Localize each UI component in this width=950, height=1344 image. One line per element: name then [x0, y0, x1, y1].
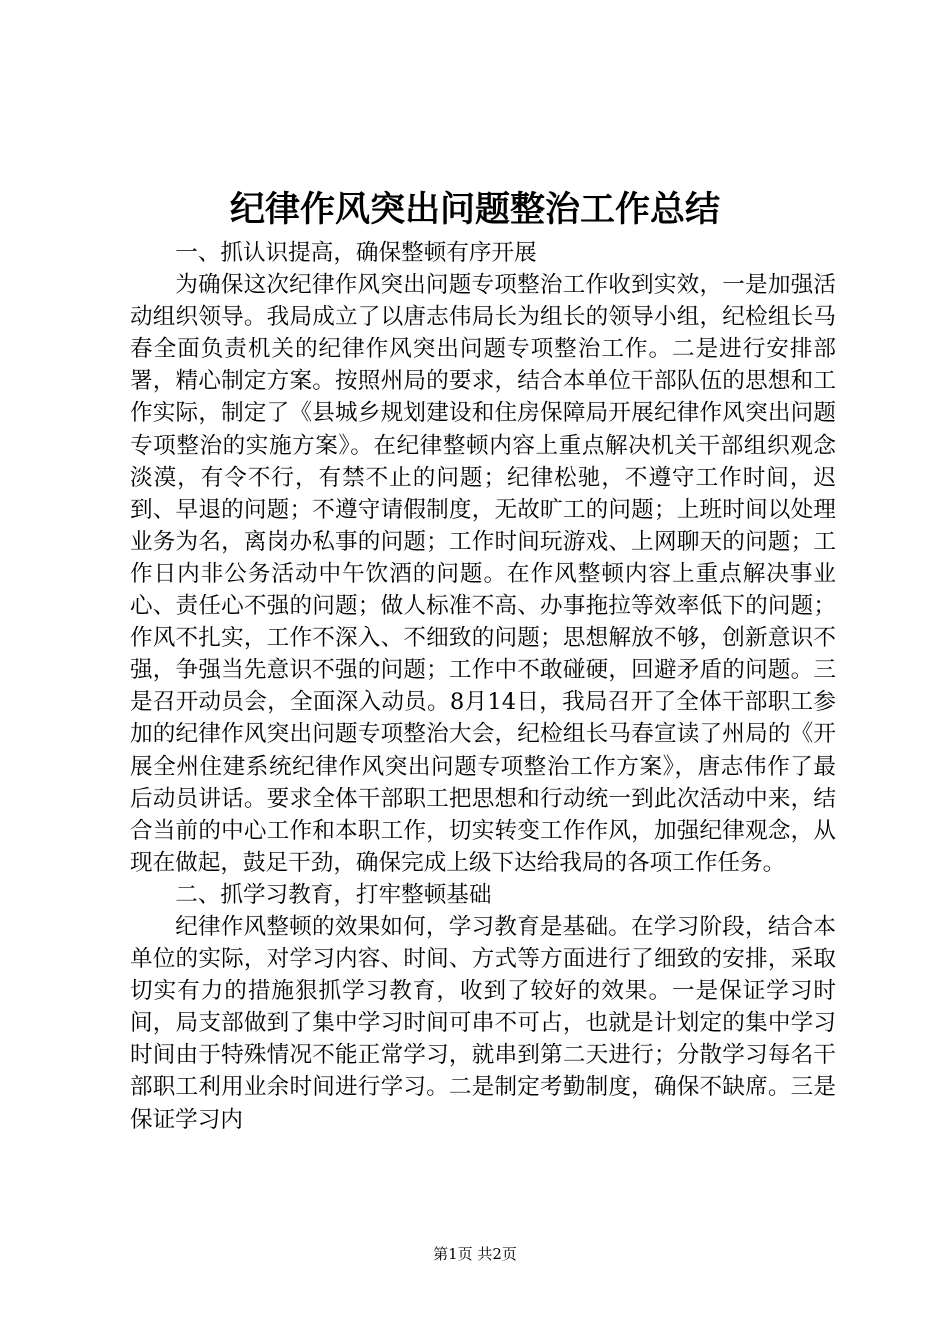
- page-number-footer: 第1页 共2页: [433, 1245, 517, 1263]
- document-title: 纪律作风突出问题整治工作总结: [229, 189, 720, 230]
- document-body: [130, 237, 836, 1136]
- section-paragraph-1: 为确保这次纪律作风突出问题专项整治工作收到实效，一是加强活动组织领导。我局成立了以唐志伟局长为组长的领导小组，纪检组长马春全面负责机关的纪律作风突出问题专项整治工作。二是进行安排部署，精心制定方案。按照州局的要求，结合本单位干部队伍的思想和工作实际，制定了《县城乡规划建设和住房保障局开展纪律作风突出问题专项整治的实施方案》。在纪律整顿内容上重点解决机关干部组织观念淡漠，有令不行，有禁不止的问题；纪律松驰，不遵守工作时间，迟到、早退的问题；不遵守请假制度，无故旷工的问题；上班时间以处理业务为名，离岗办私事的问题；工作时间玩游戏、上网聊天的问题；工作日内非公务活动中午饮酒的问题。在作风整顿内容上重点解决事业心、责任心不强的问题；做人标准不高、办事拖拉等效率低下的问题；作风不扎实，工作不深入、不细致的问题；思想解放不够，创新意识不强，争强当先意识不强的问题；工作中不敢碰硬，回避矛盾的问题。三是召开动员会，全面深入动员。8月14日，我局召开了全体干部职工参加的纪律作风突出问题专项整治大会，纪检组长马春宣读了州局的《开展全州住建系统纪律作风突出问题专项整治工作方案》，唐志伟作了最后动员讲话。要求全体干部职工把思想和行动统一到此次活动中来，结合当前的中心工作和本职工作，切实转变工作作风，加强纪律观念，从现在做起，鼓足干劲，确保完成上级下达给我局的各项工作任务。: [130, 272, 836, 876]
- section-heading-2: 二、抓学习教育，打牢整顿基础: [175, 881, 492, 908]
- section-heading-1: 一、抓认识提高，确保整顿有序开展: [175, 240, 537, 266]
- section-paragraph-2: 纪律作风整顿的效果如何，学习教育是基础。在学习阶段，结合本单位的实际，对学习内容、时间、方式等方面进行了细致的安排，采取切实有力的措施狠抓学习教育，收到了较好的效果。一是保证学习时间，局支部做到了集中学习时间可串不可占，也就是计划定的集中学习时间由于特殊情况不能正常学习，就串到第二天进行；分散学习每名干部职工利用业余时间进行学习。二是制定考勤制度，确保不缺席。三是保证学习内: [130, 913, 836, 1133]
